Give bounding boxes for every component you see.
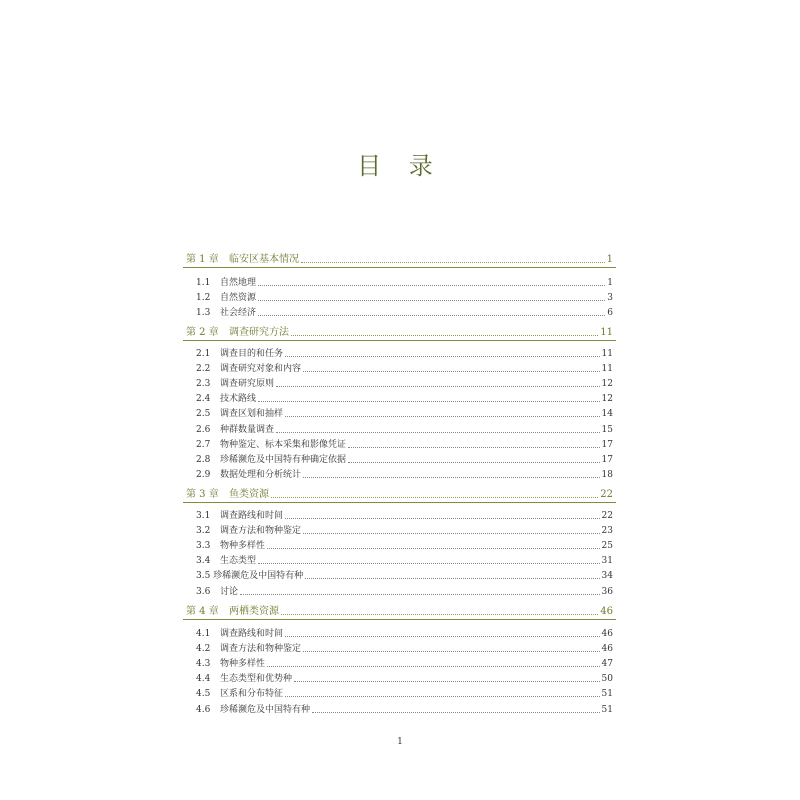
section-entry-page: 14	[601, 409, 613, 419]
section-entry-number: 4.2	[196, 644, 211, 654]
chapter-entry-page: 1	[606, 254, 613, 265]
chapter-entry-title: 鱼类资源	[229, 489, 269, 500]
section-entry[interactable]	[196, 376, 613, 390]
section-entry-page: 15	[601, 425, 613, 435]
section-entry-number: 2.1	[196, 349, 211, 359]
leader-dots	[285, 696, 600, 697]
leader-dots	[291, 335, 598, 336]
section-entry-number: 4.5	[196, 689, 211, 699]
leader-dots	[303, 477, 600, 478]
section-entry-number: 3.4	[196, 556, 211, 566]
leader-dots	[285, 416, 600, 417]
section-entry[interactable]	[196, 361, 613, 375]
chapter-entry-title: 临安区基本情况	[229, 254, 299, 265]
leader-dots	[285, 356, 600, 357]
section-entry[interactable]	[196, 422, 613, 436]
chapter-entry[interactable]	[186, 252, 613, 266]
section-entry[interactable]	[196, 391, 613, 405]
section-entry-page: 36	[601, 587, 613, 597]
chapter-entry[interactable]	[186, 325, 613, 339]
leader-dots	[276, 386, 600, 387]
section-entry-title: 3.5 珍稀濒危及中国特有种	[196, 571, 304, 581]
section-entry-title: 数据处理和分析统计	[220, 470, 302, 480]
chapter-entry-page: 11	[600, 327, 613, 338]
chapter-entry[interactable]	[186, 604, 613, 618]
chapter-entry-number: 第 2 章	[186, 327, 219, 338]
section-entry-number: 2.6	[196, 425, 211, 435]
section-entry-title: 调查方法和物种鉴定	[220, 644, 302, 654]
section-entry[interactable]	[196, 346, 613, 360]
chapter-divider	[183, 502, 616, 503]
section-entry-number: 2.8	[196, 455, 211, 465]
leader-dots	[267, 548, 600, 549]
section-entry-number: 2.3	[196, 379, 211, 389]
leader-dots	[312, 712, 600, 713]
section-entry-page: 50	[601, 674, 613, 684]
section-entry[interactable]	[196, 275, 613, 289]
section-entry[interactable]	[196, 305, 613, 319]
section-entry-title: 珍稀濒危及中国特有种确定依据	[220, 455, 347, 465]
toc-title: 目 录	[357, 152, 443, 180]
section-entry-number: 3.2	[196, 526, 211, 536]
section-entry-number: 2.7	[196, 440, 211, 450]
section-entry-number: 1.3	[196, 308, 211, 318]
section-entry-title: 区系和分布特征	[220, 689, 284, 699]
section-entry[interactable]	[196, 702, 613, 716]
section-entry-title: 生态类型和优势种	[220, 674, 293, 684]
section-entry[interactable]	[196, 452, 613, 466]
section-entry-title: 自然资源	[220, 293, 257, 303]
section-entry-number: 2.9	[196, 470, 211, 480]
section-entry-title: 调查路线和时间	[220, 629, 284, 639]
leader-dots	[285, 518, 600, 519]
leader-dots	[285, 636, 600, 637]
section-entry-page: 17	[601, 455, 613, 465]
section-entry-title: 物种多样性	[220, 541, 266, 551]
section-entry-page: 51	[601, 705, 613, 715]
section-entry[interactable]	[196, 508, 613, 522]
leader-dots	[258, 563, 600, 564]
section-entry-page: 3	[607, 293, 613, 303]
section-entry-title: 调查路线和时间	[220, 511, 284, 521]
section-entry[interactable]	[196, 671, 613, 685]
section-entry-page: 23	[601, 526, 613, 536]
section-entry-title: 物种鉴定、标本采集和影像凭证	[220, 440, 347, 450]
section-entry-page: 46	[601, 629, 613, 639]
leader-dots	[281, 614, 598, 615]
leader-dots	[258, 401, 600, 402]
leader-dots	[303, 371, 600, 372]
leader-dots	[267, 666, 600, 667]
section-entry-page: 17	[601, 440, 613, 450]
section-entry-title: 讨论	[220, 587, 239, 597]
chapter-divider	[183, 267, 616, 268]
chapter-divider	[183, 340, 616, 341]
section-entry-page: 18	[601, 470, 613, 480]
section-entry[interactable]	[196, 538, 613, 552]
section-entry-title: 珍稀濒危及中国特有种	[220, 705, 311, 715]
leader-dots	[258, 285, 605, 286]
section-entry[interactable]	[196, 656, 613, 670]
chapter-entry-number: 第 1 章	[186, 254, 219, 265]
leader-dots	[303, 651, 600, 652]
chapter-entry-title: 调查研究方法	[229, 327, 289, 338]
section-entry-number: 2.2	[196, 364, 211, 374]
chapter-entry-number: 第 3 章	[186, 489, 219, 500]
section-entry-title: 自然地理	[220, 278, 257, 288]
section-entry-number: 3.3	[196, 541, 211, 551]
section-entry-page: 51	[601, 689, 613, 699]
section-entry-page: 31	[601, 556, 613, 566]
leader-dots	[348, 462, 600, 463]
chapter-entry-page: 46	[600, 606, 613, 617]
section-entry[interactable]	[196, 290, 613, 304]
section-entry-page: 47	[601, 659, 613, 669]
page-number: 1	[397, 737, 403, 747]
section-entry-title: 调查方法和物种鉴定	[220, 526, 302, 536]
section-entry-number: 2.4	[196, 394, 211, 404]
section-entry[interactable]	[196, 568, 613, 582]
section-entry-number: 4.6	[196, 705, 211, 715]
leader-dots	[303, 533, 600, 534]
section-entry[interactable]	[196, 553, 613, 567]
section-entry-title: 调查区划和抽样	[220, 409, 284, 419]
section-entry-title: 调查研究原则	[220, 379, 275, 389]
section-entry[interactable]	[196, 686, 613, 700]
section-entry-number: 4.3	[196, 659, 211, 669]
section-entry-title: 技术路线	[220, 394, 257, 404]
section-entry-title: 生态类型	[220, 556, 257, 566]
leader-dots	[258, 300, 605, 301]
section-entry-number: 1.2	[196, 293, 211, 303]
chapter-divider	[183, 619, 616, 620]
section-entry-title: 调查目的和任务	[220, 349, 284, 359]
section-entry-page: 22	[601, 511, 613, 521]
leader-dots	[276, 432, 600, 433]
chapter-entry[interactable]	[186, 487, 613, 501]
section-entry-page: 6	[607, 308, 613, 318]
leader-dots	[240, 594, 600, 595]
section-entry-page: 46	[601, 644, 613, 654]
chapter-entry-title: 两栖类资源	[229, 606, 279, 617]
section-entry-number: 3.1	[196, 511, 211, 521]
section-entry-page: 12	[601, 394, 613, 404]
section-entry[interactable]	[196, 523, 613, 537]
section-entry-page: 34	[601, 571, 613, 581]
leader-dots	[305, 578, 599, 579]
section-entry-number: 3.6	[196, 587, 211, 597]
section-entry-number: 4.4	[196, 674, 211, 684]
section-entry-number: 1.1	[196, 278, 211, 288]
section-entry-title: 种群数量调查	[220, 425, 275, 435]
section-entry-page: 11	[601, 364, 613, 374]
leader-dots	[301, 262, 605, 263]
section-entry-number: 2.5	[196, 409, 211, 419]
section-entry[interactable]	[196, 641, 613, 655]
section-entry-page: 25	[601, 541, 613, 551]
section-entry[interactable]	[196, 467, 613, 481]
leader-dots	[258, 315, 605, 316]
section-entry-page: 11	[601, 349, 613, 359]
section-entry[interactable]	[196, 437, 613, 451]
chapter-entry-page: 22	[600, 489, 613, 500]
section-entry-title: 调查研究对象和内容	[220, 364, 302, 374]
leader-dots	[271, 497, 598, 498]
section-entry[interactable]	[196, 406, 613, 420]
leader-dots	[348, 447, 600, 448]
leader-dots	[294, 681, 600, 682]
section-entry[interactable]	[196, 584, 613, 598]
section-entry[interactable]	[196, 626, 613, 640]
section-entry-page: 12	[601, 379, 613, 389]
section-entry-page: 1	[607, 278, 613, 288]
section-entry-title: 物种多样性	[220, 659, 266, 669]
section-entry-title: 社会经济	[220, 308, 257, 318]
chapter-entry-number: 第 4 章	[186, 606, 219, 617]
section-entry-number: 4.1	[196, 629, 211, 639]
